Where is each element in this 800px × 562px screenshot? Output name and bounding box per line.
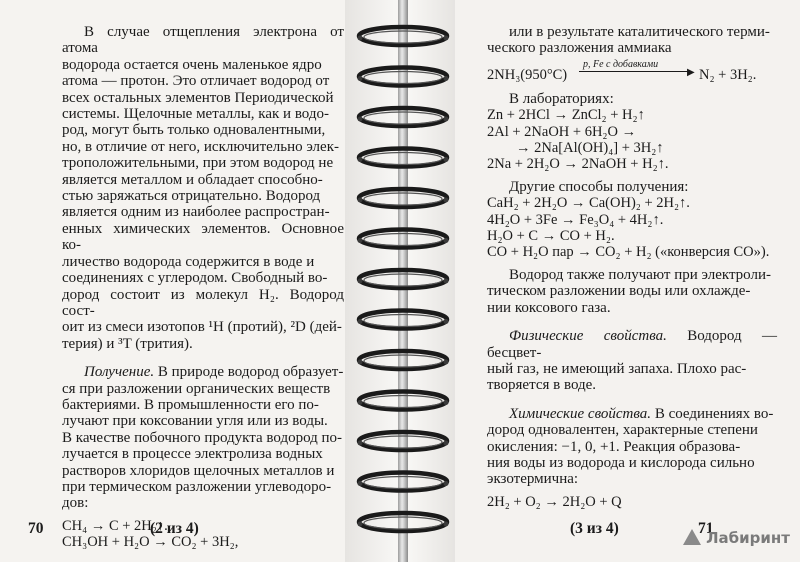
spiral-ring — [358, 351, 449, 369]
spiral-ring — [358, 270, 449, 288]
spiral-ring — [358, 189, 449, 207]
watermark-text: Лабиринт — [706, 529, 790, 547]
page-marker: (3 из 4) — [570, 520, 619, 537]
paragraph-ammonia-intro: или в результате каталитического терми- ческого разложения аммиака — [487, 24, 770, 57]
physical-text: Водород — бесцвет- ный газ, не имеющий запаха. Плохо рас- творяется в воде. — [487, 328, 778, 394]
lab-formula-sodium: 2Na + 2H₂O → 2NaOH + H₂↑. — [487, 156, 669, 173]
other-formula-iron: 4H₂O + 3Fe → Fe₃O₄ + 4H₂↑. — [487, 211, 664, 228]
physical-heading: Физические свойства. — [509, 328, 667, 345]
production-text: В природе водород образует- ся при разложении органических веществ бактериями. В промышленности его по- лучают при коксовании угля или из воды. В качестве побочного продукта водород по- лучается в процессе электролиза водных растворов хлоридов щелочных металлов и при термическом разложении углеводоро- дов: — [62, 364, 344, 512]
lab-formula-aluminium-1: 2Al + 2NaOH + 6H₂O → — [487, 123, 637, 140]
spiral-ring — [358, 311, 449, 329]
right-text-column — [487, 24, 777, 510]
other-methods-heading: Другие способы получения: — [509, 178, 689, 195]
ammonia-equation — [487, 58, 777, 85]
chemical-heading: Химические свойства. — [509, 405, 652, 422]
reaction-arrowhead: ▶ — [687, 66, 695, 78]
spiral-ring — [358, 108, 449, 126]
lab-formula-aluminium-2: → 2Na[Al(OH)₄] + 3H₂↑ — [487, 140, 664, 157]
spiral-ring — [358, 68, 449, 86]
spiral-ring — [358, 392, 449, 410]
ammonia-rhs: N₂ + 3H₂. — [699, 66, 757, 83]
watermark-triangle-icon — [683, 529, 701, 545]
spiral-ring — [358, 230, 449, 248]
other-formula-carbon: H₂O + C → CO + H₂. — [487, 228, 615, 245]
paragraph-electrolysis: Водород также получают при электроли- тическом разложении воды или охлажде- нии коксового газа. — [487, 266, 771, 316]
lab-heading: В лабораториях: — [509, 90, 614, 107]
page-number: 70 — [28, 520, 44, 537]
other-formula-co-conversion: CO + H₂O пар → CO₂ + H₂ («конверсия CO»). — [487, 244, 770, 261]
ammonia-condition: p, Fe с добавками — [583, 58, 659, 70]
spiral-ring — [358, 432, 449, 450]
lab-formula-zinc: Zn + 2HCl → ZnCl₂ + H₂↑ — [487, 107, 645, 124]
watermark-logo — [683, 528, 790, 547]
formula-water-formation: 2H₂ + O₂ → 2H₂O + Q — [487, 493, 622, 510]
spiral-ring — [358, 513, 449, 531]
spiral-ring — [358, 149, 449, 167]
paragraph-physical-properties — [487, 328, 777, 394]
chemical-text: В соединениях во- дород одновалентен, характерные степени окисления: −1, 0, +1. Реакция образова- ния воды из водорода и кислорода сильно экзотермична: — [487, 405, 774, 488]
spiral-ring — [358, 27, 449, 45]
other-formula-calcium-hydride: CaH₂ + 2H₂O → Ca(OH)₂ + 2H₂↑. — [487, 195, 690, 212]
paragraph-chemical-properties — [487, 406, 777, 488]
page-number: 71 — [698, 520, 714, 537]
reaction-arrow — [579, 71, 691, 72]
page-marker: (2 из 4) — [150, 520, 199, 537]
right-page — [455, 0, 800, 562]
formula-methane: CH₄ → C + 2H₂↑. — [62, 517, 168, 534]
ammonia-lhs: 2NH₃(950°C) — [487, 66, 568, 83]
paragraph-hydrogen-intro: В случае отщепления электрона от атома водорода остается очень маленькое ядро атома — протон. Это отличает водород от всех остальных элементов Периодической системы. Щелочные металлы, как и водо- род, могут быть только одновалентными, но, в отличие от него, исключительно элек- троположительными, при этом водород не является металлом и обладает способно- стью заряжаться отрицательно. Водород является одним из наиболее распростран- енных химических элементов. Основное ко- личество водорода содержится в воде и соединениях с углеродом. Свободный во- дород состоит из молекул H₂. Водород сост- оит из смеси изотопов ¹H (протий), ²D (дей- терия) и ³T (трития). — [62, 24, 344, 352]
formula-methanol: CH₃OH + H₂O → CO₂ + 3H₂, — [62, 534, 239, 551]
spiral-ring — [358, 473, 449, 491]
production-heading: Получение. — [84, 364, 155, 381]
